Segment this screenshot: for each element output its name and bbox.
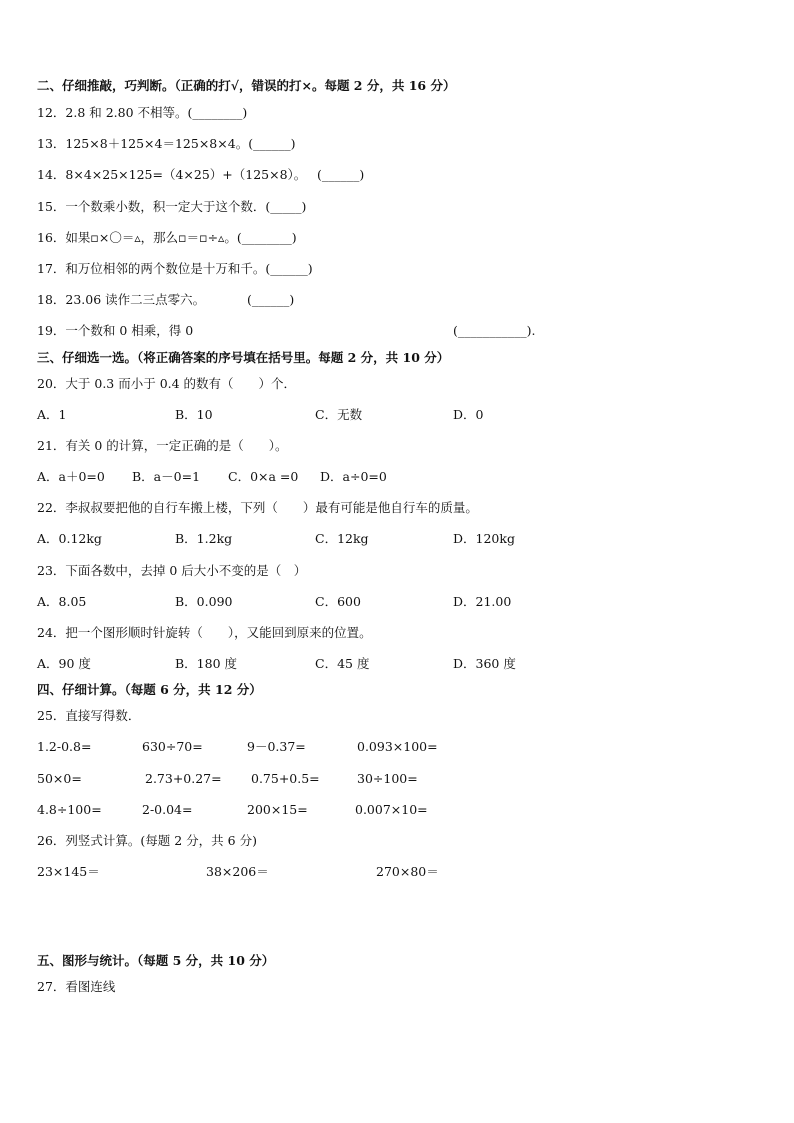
section-3-title: 三、仔细选一选。（将正确答案的序号填在括号里。每题 2 分，共 10 分） xyxy=(37,350,450,365)
calc-item: 2-0.04= xyxy=(142,802,193,817)
q20-option-b: B．10 xyxy=(175,407,213,422)
calc-item: 30÷100= xyxy=(357,771,418,786)
question-23: 23．下面各数中，去掉 0 后大小不变的是（ ） xyxy=(37,563,307,578)
calc-item: 0.007×10= xyxy=(355,802,428,817)
calc-item: 200×15= xyxy=(247,802,308,817)
calc-item: 0.75+0.5= xyxy=(251,771,320,786)
calc-item: 0.093×100= xyxy=(357,739,438,754)
question-17: 17．和万位相邻的两个数位是十万和千。(______) xyxy=(37,261,313,276)
calc-item: 9－0.37= xyxy=(247,739,306,754)
question-20: 20．大于 0.3 而小于 0.4 的数有（ ）个． xyxy=(37,376,297,391)
calc-item: 50×0= xyxy=(37,771,82,786)
vertical-calc-item: 23×145＝ xyxy=(37,864,100,879)
question-15: 15．一个数乘小数，积一定大于这个数．(_____) xyxy=(37,199,307,214)
question-14: 14．8×4×25×125=（4×25）+（125×8）。 xyxy=(37,167,307,182)
question-12: 12．2.8 和 2.80 不相等。(________) xyxy=(37,105,248,120)
q22-option-d: D．120kg xyxy=(453,531,515,546)
section-5-title: 五、图形与统计。（每题 5 分，共 10 分） xyxy=(37,953,275,968)
question-14-blank: (______) xyxy=(317,167,365,182)
question-24: 24．把一个图形顺时针旋转（ ），又能回到原来的位置。 xyxy=(37,625,372,640)
q20-option-d: D．0 xyxy=(453,407,484,422)
vertical-calc-item: 38×206＝ xyxy=(206,864,269,879)
calc-item: 2.73+0.27= xyxy=(145,771,222,786)
question-26: 26．列竖式计算。(每题 2 分，共 6 分) xyxy=(37,833,257,848)
q22-option-c: C．12kg xyxy=(315,531,369,546)
question-22: 22．李叔叔要把他的自行车搬上楼，下列（ ）最有可能是他自行车的质量。 xyxy=(37,500,478,515)
q21-option-a: A．a＋0=0 xyxy=(37,469,105,484)
question-19-blank: (___________). xyxy=(453,323,536,338)
q21-option-b: B．a－0=1 xyxy=(132,469,201,484)
question-21: 21．有关 0 的计算，一定正确的是（ ）。 xyxy=(37,438,288,453)
question-27: 27．看图连线 xyxy=(37,979,116,994)
q22-option-a: A．0.12kg xyxy=(37,531,102,546)
calc-item: 1.2-0.8= xyxy=(37,739,92,754)
q20-option-c: C．无数 xyxy=(315,407,363,422)
q21-option-d: D．a÷0=0 xyxy=(320,469,387,484)
calc-item: 4.8÷100= xyxy=(37,802,102,817)
q20-option-a: A．1 xyxy=(37,407,67,422)
q21-option-c: C．0×a =0 xyxy=(228,469,299,484)
q24-option-a: A．90 度 xyxy=(37,656,91,671)
section-2-title: 二、仔细推敲，巧判断。（正确的打√，错误的打×。每题 2 分，共 16 分） xyxy=(37,78,456,93)
q24-option-b: B．180 度 xyxy=(175,656,238,671)
q23-option-d: D．21.00 xyxy=(453,594,512,609)
question-16: 16．如果▫×〇＝▵，那么▫＝▫÷▵。(________) xyxy=(37,230,297,245)
question-18: 18．23.06 读作二三点零六。 xyxy=(37,292,206,307)
vertical-calc-item: 270×80＝ xyxy=(376,864,439,879)
question-19: 19．一个数和 0 相乘，得 0 xyxy=(37,323,194,338)
calc-item: 630÷70= xyxy=(142,739,203,754)
question-25: 25．直接写得数． xyxy=(37,708,141,723)
q24-option-d: D．360 度 xyxy=(453,656,516,671)
q23-option-b: B．0.090 xyxy=(175,594,233,609)
section-4-title: 四、仔细计算。（每题 6 分，共 12 分） xyxy=(37,682,262,697)
q23-option-c: C．600 xyxy=(315,594,361,609)
question-18-blank: (______) xyxy=(247,292,295,307)
q22-option-b: B．1.2kg xyxy=(175,531,233,546)
q23-option-a: A．8.05 xyxy=(37,594,87,609)
question-13: 13．125×8＋125×4＝125×8×4。(______) xyxy=(37,136,296,151)
q24-option-c: C．45 度 xyxy=(315,656,370,671)
